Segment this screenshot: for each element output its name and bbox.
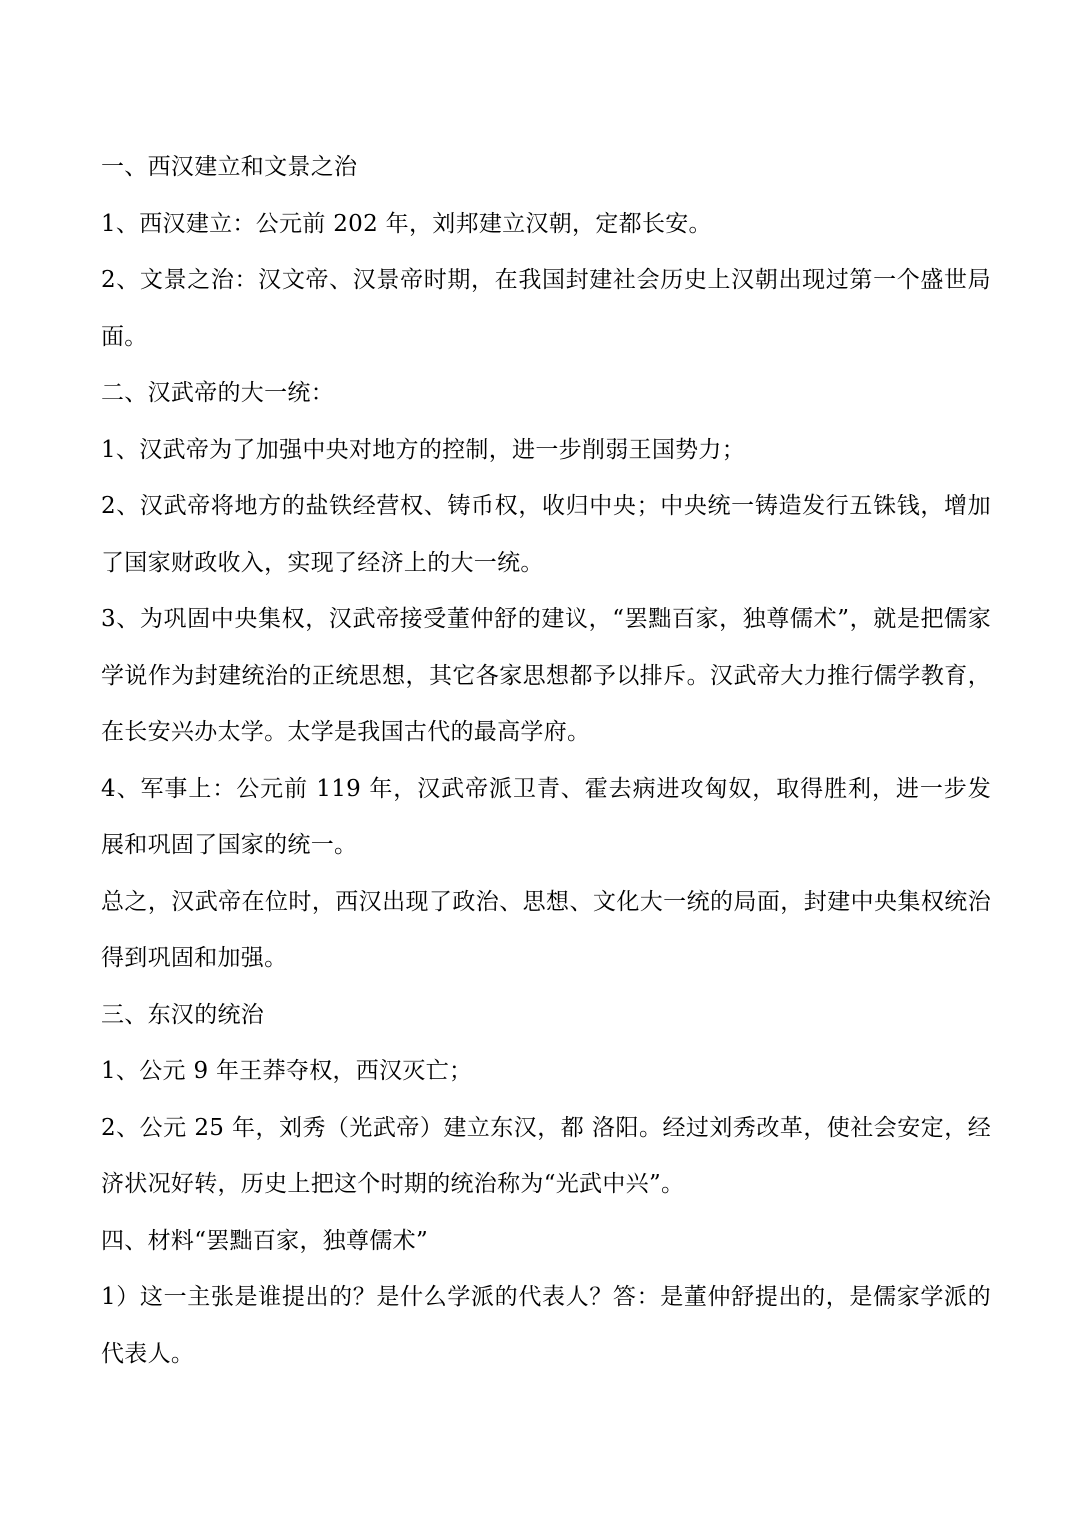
paragraph-western-han-founding: 1、西汉建立：公元前 202 年，刘邦建立汉朝，定都长安。 [101, 210, 712, 237]
paragraph-central-control: 1、汉武帝为了加强中央对地方的控制，进一步削弱王国势力； [101, 436, 746, 463]
section-heading-material: 四、材料“罢黜百家，独尊儒术” [101, 1227, 429, 1254]
paragraph-wenjing-rule: 2、文景之治：汉文帝、汉景帝时期，在我国封建社会历史上汉朝出现过第一个盛世局面。 [101, 267, 991, 350]
paragraph-military: 4、军事上：公元前 119 年，汉武帝派卫青、霍去病进攻匈奴，取得胜利，进一步发展和巩固了国家的统一。 [101, 775, 991, 858]
paragraph-summary: 总之，汉武帝在位时，西汉出现了政治、思想、文化大一统的局面，封建中央集权统治得到巩固和加强。 [101, 888, 991, 971]
paragraph-wang-mang: 1、公元 9 年王莽夺权，西汉灭亡； [101, 1058, 473, 1084]
paragraph-confucianism: 3、为巩固中央集权，汉武帝接受董仲舒的建议，“罢黜百家，独尊儒术”，就是把儒家学说作为封建统治的正统思想，其它各家思想都予以排斥。汉武帝大力推行儒学教育，在长安兴办太学。太学是我国古代的最高学府。 [101, 606, 991, 745]
paragraph-economic-unification: 2、汉武帝将地方的盐铁经营权、铸币权，收归中央；中央统一铸造发行五铢钱，增加了国家财政收入，实现了经济上的大一统。 [101, 493, 991, 576]
paragraph-guangwu-restoration: 2、公元 25 年，刘秀（光武帝）建立东汉，都 洛阳。经过刘秀改革，使社会安定，经济状况好转，历史上把这个时期的统治称为“光武中兴”。 [101, 1114, 991, 1197]
document-body [101, 139, 991, 1382]
section-heading-western-han: 一、西汉建立和文景之治 [101, 154, 358, 180]
paragraph-question-answer: 1）这一主张是谁提出的？是什么学派的代表人？答：是董仲舒提出的，是儒家学派的代表人。 [101, 1284, 991, 1367]
section-heading-eastern-han: 三、东汉的统治 [101, 1001, 265, 1028]
section-heading-emperor-wu: 二、汉武帝的大一统： [101, 380, 334, 406]
